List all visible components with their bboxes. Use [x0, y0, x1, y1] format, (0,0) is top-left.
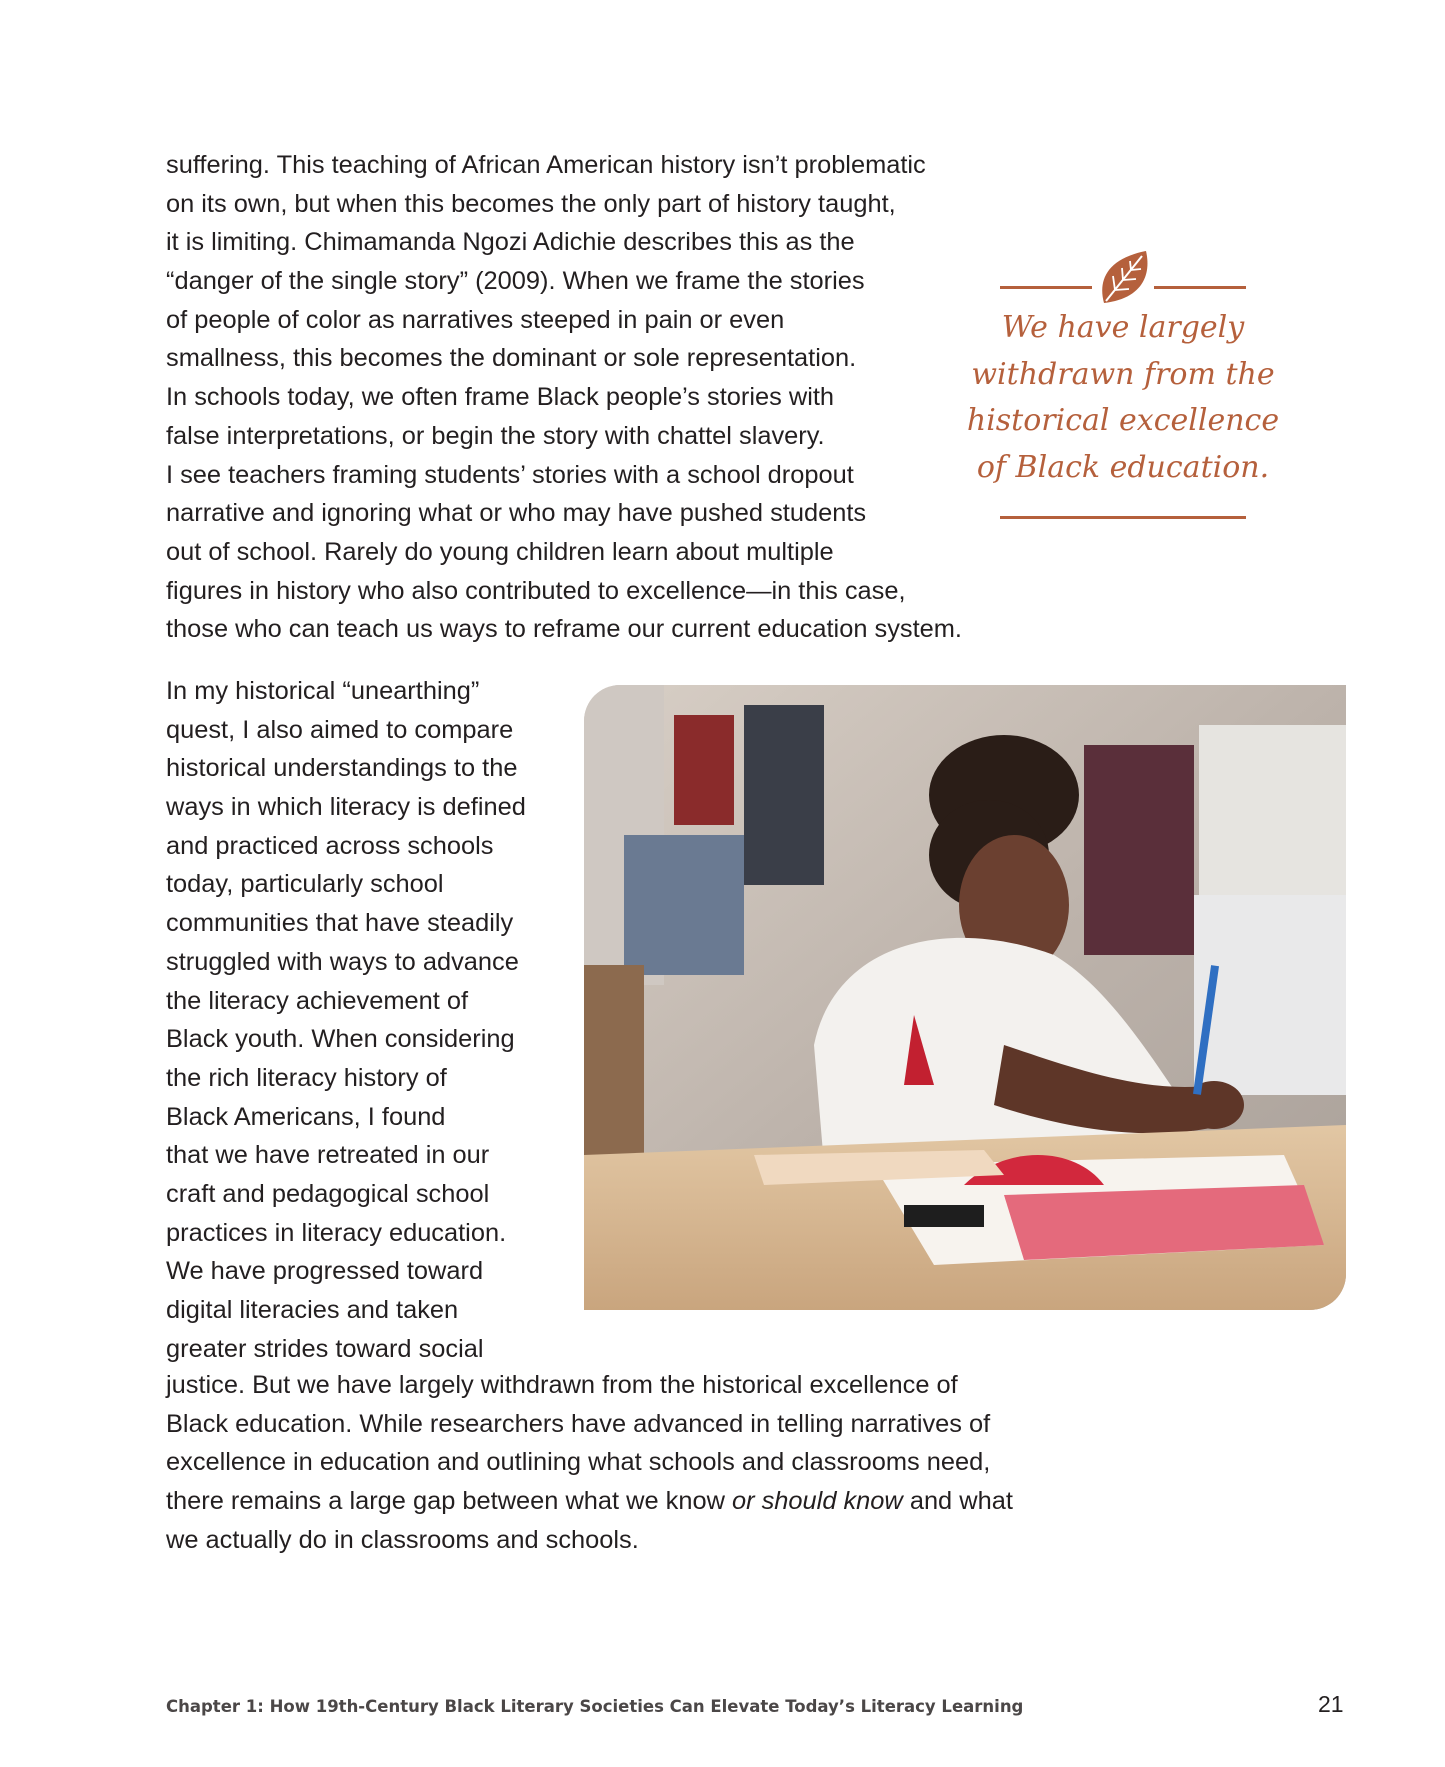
text-line: practices in literacy education.: [166, 1218, 507, 1247]
text-line: figures in history who also contributed to excellence—in this case,: [166, 576, 906, 605]
pull-quote-line: of Black education.: [976, 449, 1270, 485]
text-line: Black youth. When considering: [166, 1025, 515, 1054]
pull-quote-line: historical excellence: [966, 403, 1280, 438]
text-line: quest, I also aimed to compare: [166, 715, 514, 744]
text-line: smallness, this becomes the dominant or sole representation.: [166, 344, 857, 373]
text-line: Black education. While researchers have advanced in telling narratives of: [166, 1409, 991, 1438]
text-line: the literacy achievement of: [166, 986, 469, 1015]
paragraph-2-wrapped: [166, 672, 526, 1368]
text-line: it is limiting. Chimamanda Ngozi Adichie describes this as the: [166, 228, 855, 257]
page-number: 21: [1318, 1691, 1344, 1717]
pull-quote-rule-top-left: [1000, 286, 1092, 289]
text-line: suffering. This teaching of African American history isn’t problematic: [166, 151, 926, 179]
text-line: ways in which literacy is defined: [166, 793, 526, 822]
text-line: Black Americans, I found: [166, 1102, 446, 1131]
pull-quote-rule-bottom: [1000, 516, 1246, 519]
classroom-photo: [584, 685, 1346, 1310]
emphasis-text: or should know: [731, 1487, 903, 1516]
text-line: on its own, but when this becomes the only part of history taught,: [166, 189, 896, 218]
paragraph-1: [166, 146, 962, 649]
text-line: justice. But we have largely withdrawn from the historical excellence of: [166, 1371, 958, 1399]
text-line: out of school. Rarely do young children learn about multiple: [166, 537, 834, 566]
text-line: In schools today, we often frame Black people’s stories with: [166, 383, 835, 412]
text-line: communities that have steadily: [166, 909, 514, 938]
text-line: craft and pedagogical school: [166, 1179, 490, 1208]
pull-quote-line: withdrawn from the: [971, 356, 1275, 392]
pull-quote: [960, 305, 1286, 491]
text-segment: and what: [902, 1487, 1013, 1516]
paragraph-2-continued: [166, 1366, 1013, 1559]
text-line: excellence in education and outlining what schools and classrooms need,: [166, 1448, 991, 1477]
text-segment: there remains a large gap between what we know: [166, 1487, 732, 1516]
text-line: We have progressed toward: [166, 1257, 484, 1286]
pull-quote-line: We have largely: [1001, 310, 1245, 345]
text-line: historical understandings to the: [166, 754, 518, 783]
text-line: and practiced across schools: [166, 831, 494, 860]
leaf-icon: [1096, 247, 1154, 309]
text-line: of people of color as narratives steeped in pain or even: [166, 305, 785, 334]
text-line: the rich literacy history of: [166, 1063, 447, 1092]
text-line: struggled with ways to advance: [166, 947, 519, 976]
text-line: false interpretations, or begin the story with chattel slavery.: [166, 421, 825, 450]
text-line: “danger of the single story” (2009). When we frame the stories: [166, 267, 865, 296]
text-line: those who can teach us ways to reframe our current education system.: [166, 615, 962, 644]
text-line: I see teachers framing students’ stories with a school dropout: [166, 460, 854, 489]
text-line: digital literacies and taken: [166, 1296, 459, 1324]
text-line: today, particularly school: [166, 870, 444, 899]
text-line: that we have retreated in our: [166, 1141, 490, 1170]
text-line: In my historical “unearthing”: [166, 677, 480, 705]
text-line-with-emphasis: [166, 1482, 1013, 1521]
text-line: narrative and ignoring what or who may have pushed students: [166, 499, 867, 528]
footer-chapter-title: Chapter 1: How 19th-Century Black Literary Societies Can Elevate Today’s Literacy Learning: [166, 1697, 1024, 1716]
text-line: greater strides toward social: [166, 1334, 484, 1363]
text-line: we actually do in classrooms and schools.: [166, 1525, 639, 1554]
pull-quote-rule-top-right: [1154, 286, 1246, 289]
